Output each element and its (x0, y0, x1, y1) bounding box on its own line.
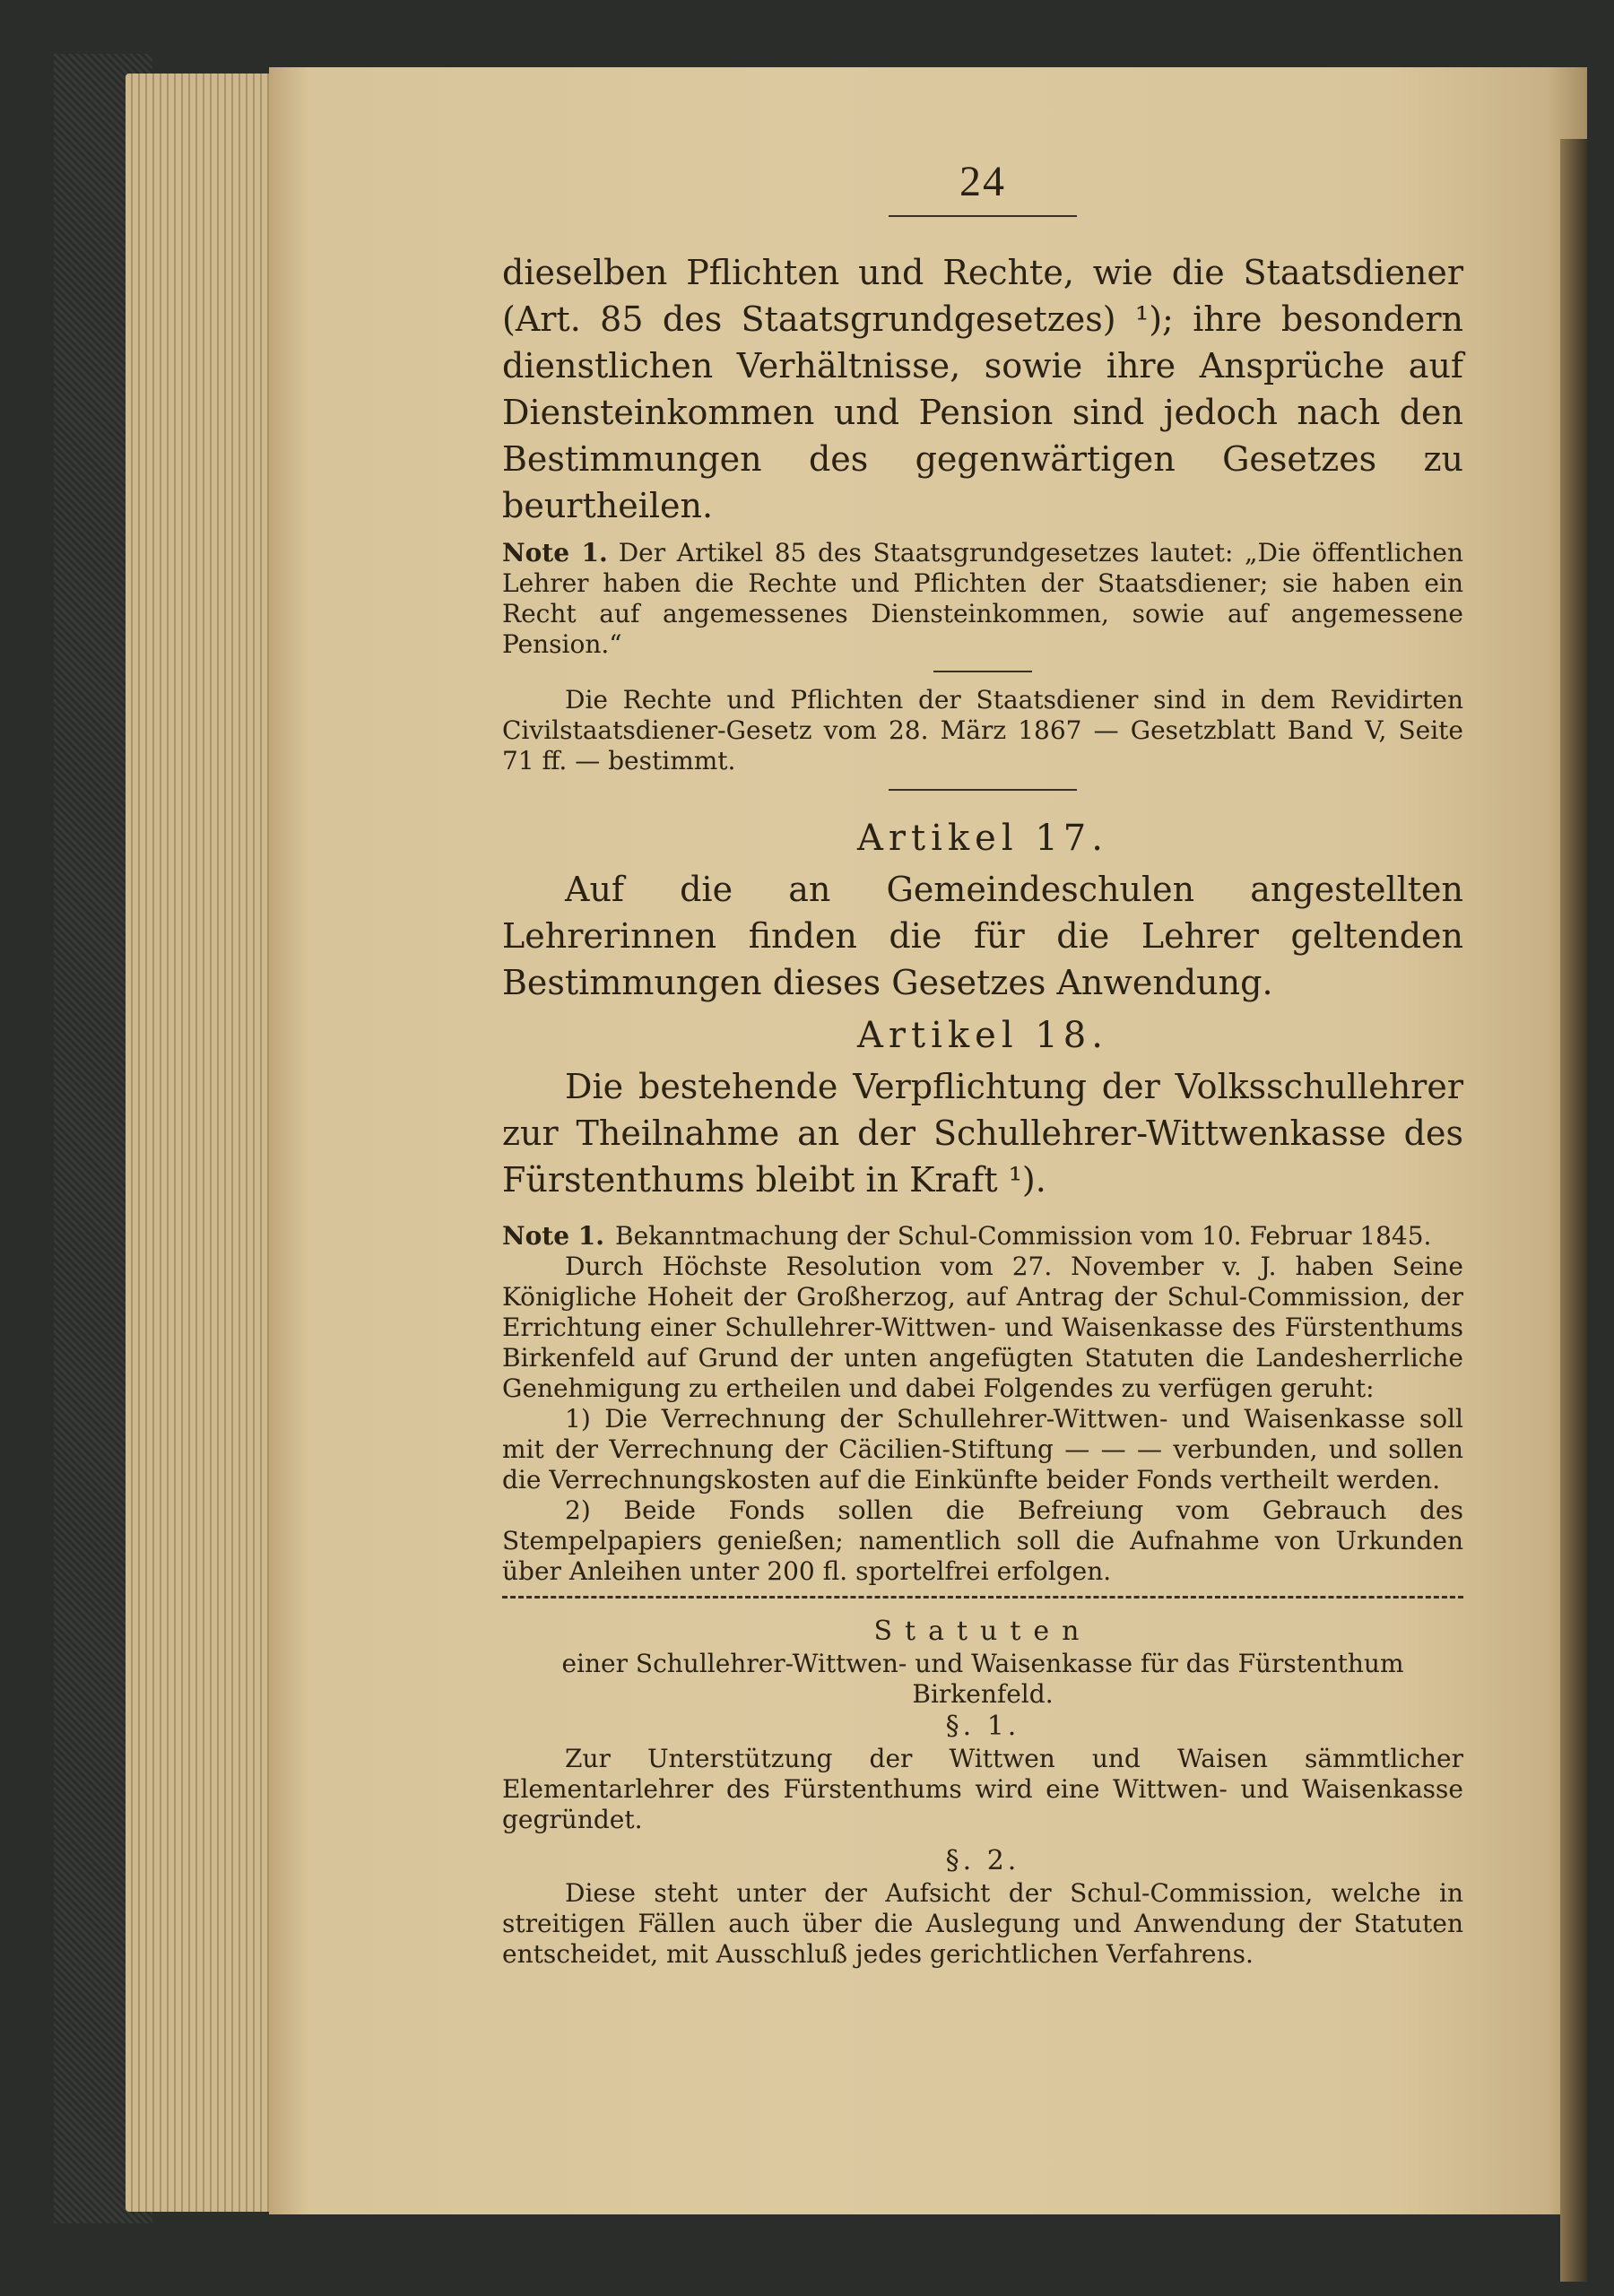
footnote-label: Note 1. (502, 1221, 604, 1251)
page-number: 24 (959, 158, 1006, 205)
paragraph-2-text: Diese steht unter der Aufsicht der Schul-Commission, welche in streitigen Fällen auch über die Auslegung und Anwendung der Statuten entscheidet, mit Ausschluß jedes gerichtlichen Verfahrens. (502, 1878, 1463, 1969)
article-17-heading: Artikel 17. (857, 818, 1108, 859)
footnote-2 (502, 1221, 1463, 1252)
article-18-text: Die bestehende Verpflichtung der Volksschullehrer zur Theilnahme an der Schullehrer-Wittwenkasse des Fürstenthums bleibt in Kraft ¹). (502, 1067, 1463, 1200)
statuten-heading: Statuten (873, 1616, 1092, 1647)
dashed-separator (502, 1596, 1463, 1599)
footnote-2-item-1: 1) Die Verrechnung der Schullehrer-Wittwen- und Waisenkasse soll mit der Verrechnung der Cäcilien-Stiftung — — — verbunden, und sollen die Verrechnungskosten auf die Einkünfte beider Fonds vertheilt werden. (502, 1404, 1463, 1495)
footnote-text: Der Artikel 85 des Staatsgrundgesetzes lautet: „Die öffentlichen Lehrer haben die Rechte und Pflichten der Staatsdiener; sie haben ein Recht auf angemessenes Diensteinkommen, sowie auf angemessene Pension.“ (502, 538, 1463, 659)
article-18-heading: Artikel 18. (857, 1015, 1108, 1056)
page-gutter (1560, 139, 1587, 2282)
paragraph-1-heading: §. 1. (945, 1711, 1020, 1742)
header-rule (889, 215, 1077, 217)
footnote-1-addendum: Die Rechte und Pflichten der Staatsdiener sind in dem Revidirten Civilstaatsdiener-Gesetz vom 28. März 1867 — Gesetzblatt Band V, Seite 71 ff. — bestimmt. (502, 685, 1463, 775)
footnote-2-item-2: 2) Beide Fonds sollen die Befreiung vom Gebrauch des Stempelpapiers genießen; namentlich soll die Aufnahme von Urkunden über Anleihen unter 200 fl. sportelfrei erfolgen. (502, 1495, 1463, 1586)
statuten-subtitle: einer Schullehrer-Wittwen- und Waisenkasse für das Fürstenthum Birkenfeld. (561, 1649, 1404, 1709)
page-stack-edges (126, 74, 287, 2212)
footnote-label: Note 1. (502, 538, 608, 568)
book-page (269, 67, 1587, 2214)
paragraph-1-text: Zur Unterstützung der Wittwen und Waisen sämmtlicher Elementarlehrer des Fürstenthums wird eine Wittwen- und Waisenkasse gegründet. (502, 1744, 1463, 1834)
footnote-1 (502, 538, 1463, 660)
footnote-rule (933, 671, 1032, 672)
section-rule (889, 789, 1077, 791)
paragraph-2-heading: §. 2. (945, 1845, 1020, 1876)
footnote-2-body: Durch Höchste Resolution vom 27. November v. J. haben Seine Königliche Hoheit der Großherzog, auf Antrag der Schul-Commission, der Errichtung einer Schullehrer-Wittwen- und Waisenkasse des Fürstenthums Birkenfeld auf Grund der unten angefügten Statuten die Landesherrliche Genehmigung zu ertheilen und dabei Folgendes zu verfügen geruht: (502, 1252, 1463, 1403)
footnote-first-line: Bekanntmachung der Schul-Commission vom 10. Februar 1845. (615, 1221, 1432, 1251)
article-17-text: Auf die an Gemeindeschulen angestellten Lehrerinnen finden die für die Lehrer geltenden Bestimmungen dieses Gesetzes Anwendung. (502, 870, 1463, 1002)
page-content (502, 157, 1463, 1970)
paragraph-continuation: dieselben Pflichten und Rechte, wie die Staatsdiener (Art. 85 des Staatsgrundgesetzes) ¹); ihre besondern dienstlichen Verhältnisse, sowie ihre Ansprüche auf Diensteinkommen und Pension sind jedoch nach den Bestimmungen des gegenwärtigen Gesetzes zu beurtheilen. (502, 253, 1463, 525)
